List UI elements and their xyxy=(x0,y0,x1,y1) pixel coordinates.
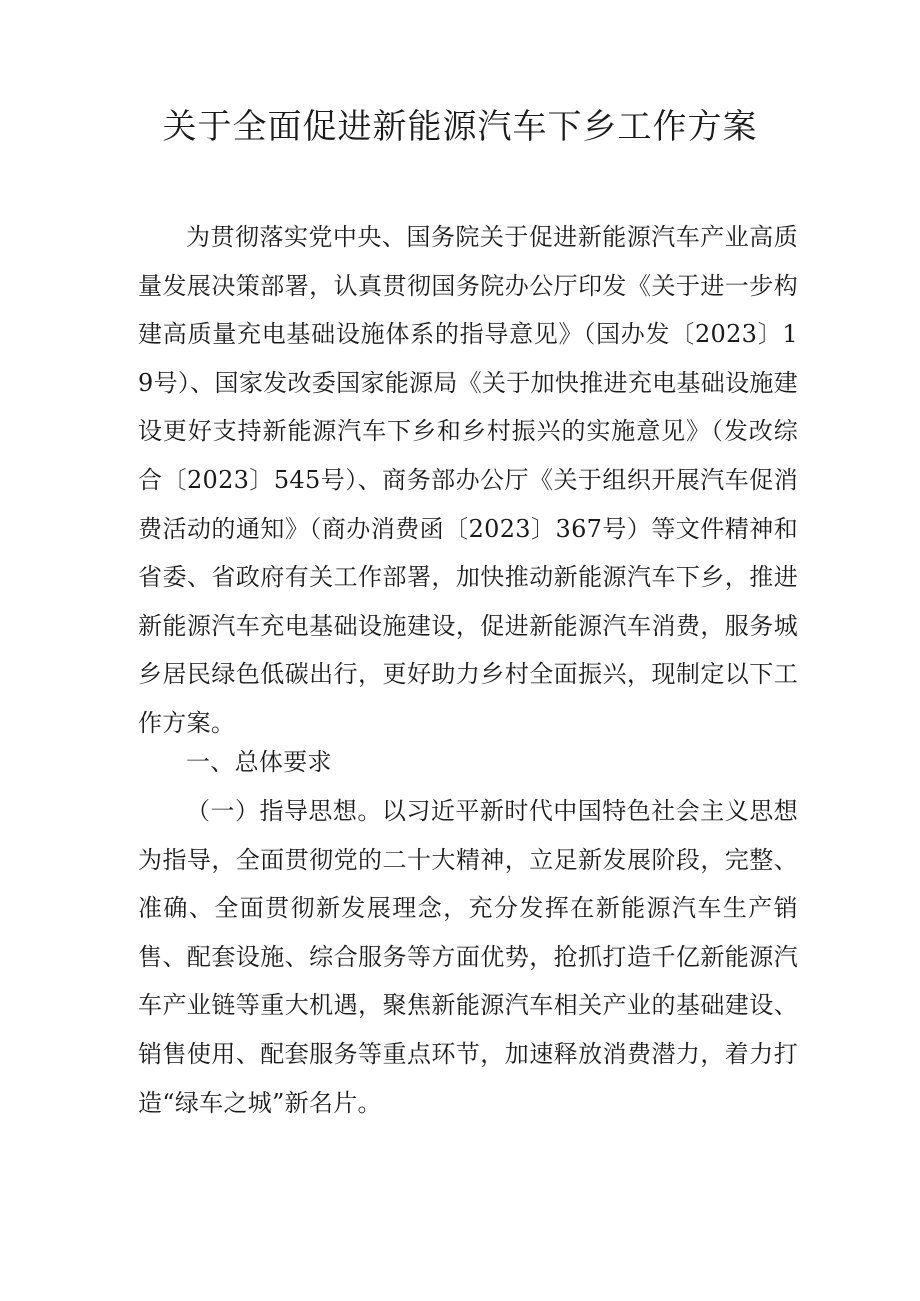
guiding-ideology-paragraph: （一）指导思想。以习近平新时代中国特色社会主义思想为指导，全面贯彻党的二十大精神，立足新发展阶段，完整、准确、全面贯彻新发展理念，充分发挥在新能源汽车生产销售、配套设施、综合服务等方面优势，抢抓打造千亿新能源汽车产业链等重大机遇，聚焦新能源汽车相关产业的基础建设、销售使用、配套服务等重点环节，加速释放消费潜力，着力打造“绿车之城”新名片。 xyxy=(138,797,798,1117)
intro-paragraph: 为贯彻落实党中央、国务院关于促进新能源汽车产业高质量发展决策部署，认真贯彻国务院办公厅印发《关于进一步构建高质量充电基础设施体系的指导意见》（国办发〔2023〕19号）、国家发改委国家能源局《关于加快推进充电基础设施建设更好支持新能源汽车下乡和乡村振兴的实施意见》（发改综合〔2023〕545号）、商务部办公厅《关于组织开展汽车促消费活动的通知》（商办消费函〔2023〕367号）等文件精神和省委、省政府有关工作部署，加快推动新能源汽车下乡，推进新能源汽车充电基础设施建设，促进新能源汽车消费，服务城乡居民绿色低碳出行，更好助力乡村全面振兴，现制定以下工作方案。 xyxy=(138,223,798,737)
section-heading-general-requirements: 一、总体要求 xyxy=(186,748,332,776)
document-title: 关于全面促进新能源汽车下乡工作方案 xyxy=(162,107,758,147)
